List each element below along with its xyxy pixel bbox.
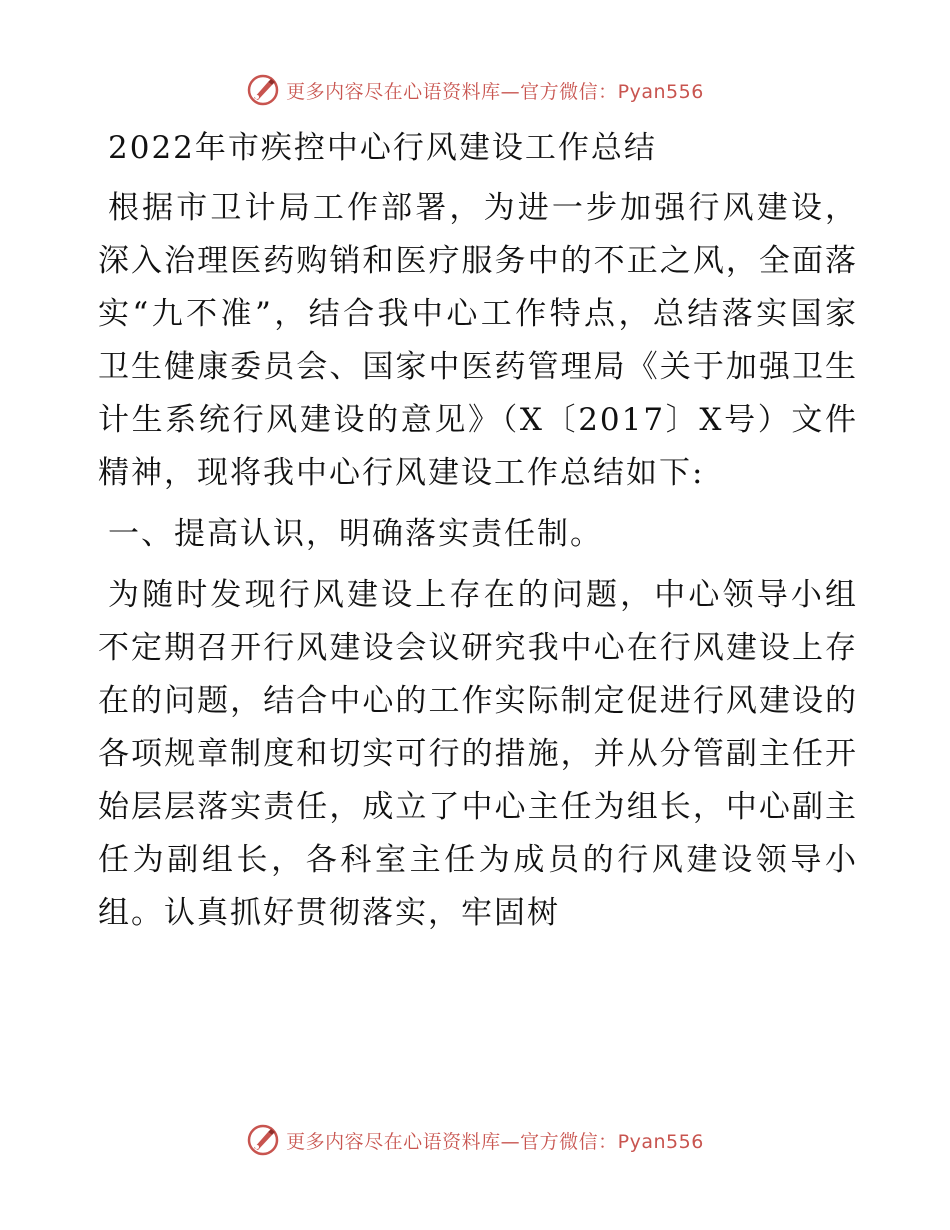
document-body bbox=[98, 122, 858, 948]
watermark-text: 更多内容尽在心语资料库—官方微信：Pyan556 bbox=[286, 80, 704, 103]
document-title: 2022年市疾控中心行风建设工作总结 bbox=[108, 130, 657, 166]
intro-paragraph: 根据市卫计局工作部署，为进一步加强行风建设，深入治理医药购销和医疗服务中的不正之风，全面落实“九不准”，结合我中心工作特点，总结落实国家卫生健康委员会、国家中医药管理局《关于加强卫生计生系统行风建设的意见》（X〔2017〕X号）文件精神，现将我中心行风建设工作总结如下: bbox=[98, 190, 858, 491]
footer-watermark-banner bbox=[0, 1118, 950, 1162]
section-heading-1: 一、提高认识，明确落实责任制。 bbox=[108, 516, 603, 552]
header-watermark-banner bbox=[0, 68, 950, 112]
section-body-1: 为随时发现行风建设上存在的问题，中心领导小组不定期召开行风建设会议研究我中心在行风建设上存在的问题，结合中心的工作实际制定促进行风建设的各项规章制度和切实可行的措施，并从分管副主任开始层层落实责任，成立了中心主任为组长，中心副主任为副组长，各科室主任为成员的行风建设领导小组。认真抓好贯彻落实，牢固树 bbox=[98, 577, 858, 931]
watermark-text: 更多内容尽在心语资料库—官方微信：Pyan556 bbox=[286, 1130, 704, 1153]
pen-circle-logo-icon bbox=[246, 1123, 280, 1157]
pen-circle-logo-icon bbox=[246, 73, 280, 107]
